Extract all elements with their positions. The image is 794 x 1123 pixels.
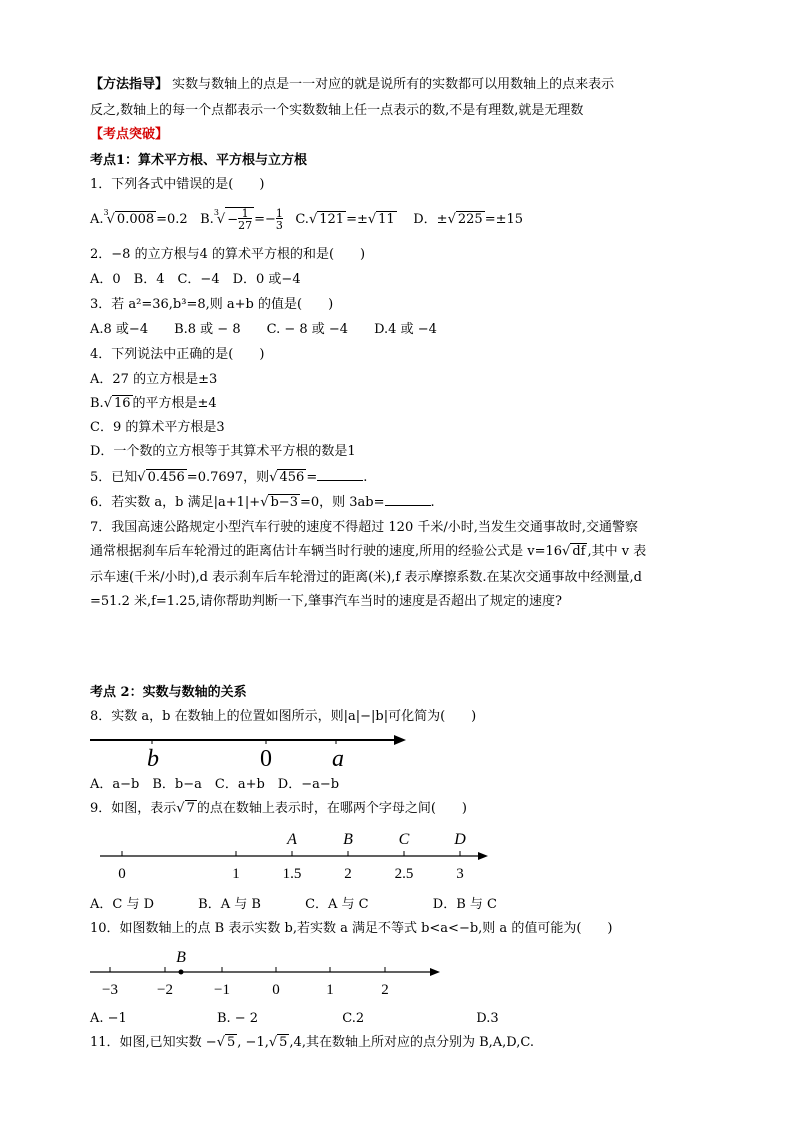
q10-number-line [90,944,450,1002]
q5-mid: =0.7697，则 [186,470,270,485]
q10-option-a: A. −1 [90,1011,127,1026]
q4-b-label: B. [90,396,104,411]
q8-label-a: a [332,746,344,768]
q3-stem: 3．若 a²=36,b³=8,则 a+b 的值是( ) [90,297,334,312]
q4-option-c: C．9 的算术平方根是3 [90,420,225,435]
q5-stem: 5．已知√ 0.456 =0.7697，则√ 456 = . [90,470,368,485]
q9-tick-label-1: 1 [232,866,240,882]
q9-tick-label-5: 3 [456,866,464,882]
q11-post: ,4,其在数轴上所对应的点分别为 B,A,D,C. [289,1035,535,1050]
section2-heading: 考点 2：实数与数轴的关系 [90,685,247,700]
q10-point-b [179,970,184,975]
method-text-1: 实数与数轴上的点是一一对应的就是说所有的实数都可以用数轴上的点来表示 [172,77,615,92]
q9-option-c: C．A 与 C [305,897,369,912]
q9-tick-label-0: 0 [118,866,126,882]
q4-b-radicand: 16 [113,396,131,411]
q9-letter-c: C [398,831,410,848]
q10-tick-label-1: −2 [157,982,173,998]
q8-label-0: 0 [260,746,272,768]
q1-b-index: 3 [213,208,219,217]
q1-c-mid: =± [346,212,368,227]
q9-tick-label-3: 2 [344,866,352,882]
q1-d-label: D．± [413,212,448,227]
q10-tick-label-4: 1 [326,982,334,998]
method-line-2: 反之,数轴上的每一个点都表示一个实数数轴上任一点表示的数,不是有理数,就是无理数 [90,103,584,118]
q1-b-radicand: $-\frac{1}{27}$ [227,207,253,232]
q9-number-line [100,826,495,882]
q10-stem: 10．如图数轴上的点 B 表示实数 b,若实数 a 满足不等式 b<a<−b,则 a 的值可能为( ) [90,921,613,936]
q10-option-b: B. − 2 [216,1011,259,1026]
q10-tick-label-3: 0 [272,982,280,998]
q9-letter-d: D [454,831,466,848]
q6-post: =0，则 3ab= [299,495,385,510]
q6-stem: 6．若实数 a，b 满足|a+1|+√ b−3 =0，则 3ab= . [90,495,435,510]
q9-option-b: B．A 与 B [198,897,261,912]
q1-b-den: 27 [238,219,253,232]
q1-a-label: A. [90,212,104,227]
q7-line-2: 通常根据刹车后车轮滑过的距离估计车辆当时行驶的速度,所用的经验公式是 v=16√ df ,其中 v 表 [90,544,647,559]
q1-c-label: C. [295,212,309,227]
q7-line-3: 示车速(千米/小时),d 表示刹车后车轮滑过的距离(米),f 表示摩擦系数.在某次交通事故中经测量,d [90,570,642,585]
q8-number-line [90,728,410,768]
q11-radicand2: 5 [279,1035,288,1050]
q11-mid: , −1, [237,1035,269,1050]
method-tag: 【方法指导】 [90,77,169,92]
q9-post: 的点在数轴上表示时，在哪两个字母之间( ) [196,801,468,816]
q1-b-rden: 3 [275,218,283,232]
q1-b-label: B. [200,212,214,227]
q10-options [90,1010,499,1028]
q1-d-tail: =±15 [484,212,524,227]
q9-option-d: D．B 与 C [432,897,497,912]
q8-label-b: b [147,746,159,768]
q4-option-d: D．一个数的立方根等于其算术平方根的数是1 [90,444,356,459]
q7-line-2a: 通常根据刹车后车轮滑过的距离估计车辆当时行驶的速度,所用的经验公式是 v=16 [90,544,563,559]
q1-a-radicand: 0.008 [116,212,155,227]
q4-option-b: B.√ 16 的平方根是±4 [90,396,217,411]
q1-stem: 1．下列各式中错误的是( ) [90,177,265,192]
q7-radicand: df [572,544,586,559]
q10-point-label: B [176,949,186,966]
q4-b-text: 的平方根是±4 [132,396,217,411]
q7-line-2b: ,其中 v 表 [587,544,647,559]
q9-option-a: A．C 与 D [90,897,155,912]
q5-pre: 5．已知 [90,470,138,485]
q10-option-c: C.2 [342,1011,365,1026]
q7-line-4: =51.2 米,f=1.25,请你帮助判断一下,肇事汽车当时的速度是否超出了规定的速度? [90,594,562,609]
q6-pre: 6．若实数 a，b 满足|a+1|+ [90,495,261,510]
q9-letter-a: A [287,831,297,848]
q9-stem: 9．如图，表示√ 7 的点在数轴上表示时，在哪两个字母之间( ) [90,801,468,816]
q10-option-d: D.3 [476,1011,499,1026]
q9-pre: 9．如图，表示 [90,801,177,816]
method-line-1 [90,76,614,94]
q6-radicand: b−3 [270,495,298,510]
q5-radicand1: 0.456 [147,470,185,485]
q1-b-tail: =− [254,212,276,227]
q5-answer-blank[interactable] [317,480,363,481]
q8-options: A．a−b B．b−a C．a+b D．−a−b [90,777,340,792]
q1-c-radicand2: 11 [378,212,395,227]
q11-stem: 11．如图,已知实数 −√ 5 , −1,√ 5 ,4,其在数轴上所对应的点分别为 B,A,D,C. [90,1035,535,1050]
q1-a-index: 3 [103,208,109,217]
q10-tick-label-0: −3 [102,982,118,998]
q10-arrow-icon [430,968,440,976]
q1-options: A.3√ 0.008 =0.2 $B.3√ -\frac{1}{27} =-\frac{1}{3}$ C.√ 121 =±√ 11 D．±√ 225 =±15 [90,204,523,234]
q1-c-radicand1: 121 [319,212,345,227]
q3-options: A.8 或−4 B.8 或 − 8 C. − 8 或 −4 D.4 或 −4 [90,322,437,337]
q9-options [90,896,497,914]
q9-arrow-icon [478,852,488,860]
q10-tick-label-5: 2 [381,982,389,998]
q2-stem: 2．−8 的立方根与4 的算术平方根的和是( ) [90,247,366,262]
q4-stem: 4．下列说法中正确的是( ) [90,347,265,362]
q2-options: A．0 B．4 C．−4 D．0 或−4 [90,272,301,287]
q10-tick-label-2: −1 [214,982,230,998]
q8-arrow-icon [394,735,406,745]
q1-b-num: 1 [241,207,249,220]
q9-letter-b: B [343,831,353,848]
q1-d-radicand: 225 [457,212,483,227]
q5-post: = [306,470,318,485]
q8-stem: 8．实数 a，b 在数轴上的位置如图所示，则|a|−|b|可化简为( ) [90,709,477,724]
q5-radicand2: 456 [279,470,305,485]
breakthrough-heading: 【考点突破】 [90,127,169,142]
q1-b-rnum: 1 [275,206,283,220]
q6-answer-blank[interactable] [385,505,431,506]
q4-option-a: A．27 的立方根是±3 [90,372,218,387]
q11-pre: 11．如图,已知实数 − [90,1035,217,1050]
q1-a-tail: =0.2 [156,212,188,227]
q9-radicand: 7 [186,801,195,816]
q7-line-1: 7．我国高速公路规定小型汽车行驶的速度不得超过 120 千米/小时,当发生交通事故时,交通警察 [90,520,638,535]
section1-heading: 考点1：算术平方根、平方根与立方根 [90,153,308,168]
q9-tick-label-2: 1.5 [282,866,302,882]
q11-radicand1: 5 [227,1035,236,1050]
q9-tick-label-4: 2.5 [394,866,414,882]
